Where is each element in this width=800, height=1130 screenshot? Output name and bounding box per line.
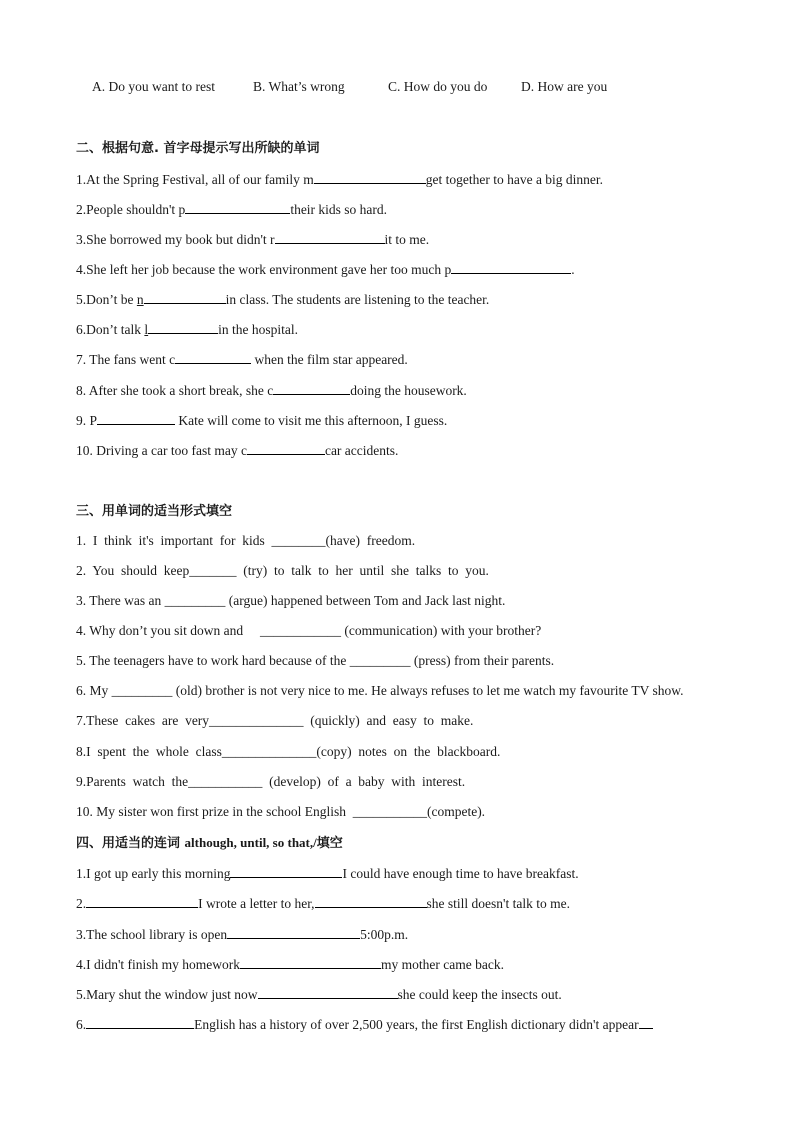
- answer-blank[interactable]: [247, 441, 325, 455]
- answer-blank[interactable]: [314, 170, 426, 184]
- s2-item-7: 7. The fans went c when the film star appeared.: [76, 352, 408, 367]
- s2-item-3: 3.She borrowed my book but didn't r it to me.: [76, 232, 430, 247]
- answer-blank[interactable]: [86, 1015, 194, 1029]
- answer-blank[interactable]: [175, 350, 251, 364]
- s3-item-1: 1. I think it's important for kids ________(have) freedom.: [76, 533, 416, 548]
- s2-item-10: 10. Driving a car too fast may c car accidents.: [76, 443, 399, 458]
- answer-blank[interactable]: [185, 200, 290, 214]
- s2-item-6: 6.Don’t talk l in the hospital.: [76, 322, 299, 337]
- answer-blank[interactable]: [227, 925, 360, 939]
- answer-blank[interactable]: [230, 864, 342, 878]
- s3-item-9: 9.Parents watch the___________ (develop) of a baby with interest.: [76, 774, 466, 789]
- answer-blank[interactable]: [258, 985, 398, 999]
- s2-item-8: 8. After she took a short break, she c doing the housework.: [76, 383, 467, 398]
- answer-blank[interactable]: [86, 894, 198, 908]
- answer-blank[interactable]: [97, 411, 175, 425]
- s2-item-2: 2.People shouldn't p their kids so hard.: [76, 202, 388, 217]
- s4-item-2: 2. I wrote a letter to her, she still doesn't talk to me.: [76, 896, 570, 911]
- option-b: B. What’s wrong: [253, 79, 345, 94]
- answer-blank[interactable]: [315, 894, 427, 908]
- s4-item-1: 1.I got up early this morning I could have enough time to have breakfast.: [76, 866, 579, 881]
- s3-item-8: 8.I spent the whole class______________(copy) notes on the blackboard.: [76, 744, 501, 759]
- s4-item-5: 5.Mary shut the window just now she could keep the insects out.: [76, 987, 562, 1002]
- option-a: A. Do you want to rest: [92, 79, 215, 94]
- answer-blank[interactable]: [273, 381, 350, 395]
- s4-item-6: 6. English has a history of over 2,500 years, the first English dictionary didn't appear: [76, 1015, 653, 1034]
- s3-item-5: 5. The teenagers have to work hard because of the _________ (press) from their parents.: [76, 653, 555, 668]
- s3-item-7: 7.These cakes are very______________ (quickly) and easy to make.: [76, 713, 474, 728]
- answer-blank[interactable]: [240, 955, 381, 969]
- s3-item-4: 4. Why don’t you sit down and ____________ (communication) with your brother?: [76, 623, 542, 638]
- s2-item-1: 1.At the Spring Festival, all of our family m get together to have a big dinner.: [76, 172, 604, 187]
- s3-item-3: 3. There was an _________ (argue) happened between Tom and Jack last night.: [76, 593, 506, 608]
- s4-item-4: 4.I didn't finish my homework my mother came back.: [76, 957, 504, 972]
- s3-item-2: 2. You should keep_______ (try) to talk to her until she talks to you.: [76, 563, 489, 578]
- s2-item-5: 5.Don’t be n in class. The students are listening to the teacher.: [76, 292, 490, 307]
- answer-blank[interactable]: [144, 290, 226, 304]
- option-c: C. How do you do: [388, 79, 488, 94]
- s3-item-6: 6. My _________ (old) brother is not very nice to me. He always refuses to let me watch my favourite TV show.: [76, 683, 684, 698]
- s3-item-10: 10. My sister won first prize in the school English ___________(compete).: [76, 804, 486, 819]
- section-4-heading: 四、用适当的连词 although, until, so that,/填空: [76, 835, 343, 851]
- option-d: D. How are you: [521, 79, 608, 94]
- answer-blank[interactable]: [451, 260, 571, 274]
- answer-blank[interactable]: [275, 230, 385, 244]
- s2-item-4: 4.She left her job because the work environment gave her too much p .: [76, 262, 575, 277]
- answer-blank[interactable]: [148, 320, 218, 334]
- s4-item-3: 3.The school library is open 5:00p.m.: [76, 927, 409, 942]
- section-2-heading: 二、根据句意. 首字母提示写出所缺的单词: [76, 141, 320, 156]
- s2-item-9: 9. P Kate will come to visit me this afternoon, I guess.: [76, 413, 448, 428]
- answer-blank[interactable]: [639, 1015, 653, 1029]
- section-3-heading: 三、用单词的适当形式填空: [76, 504, 233, 519]
